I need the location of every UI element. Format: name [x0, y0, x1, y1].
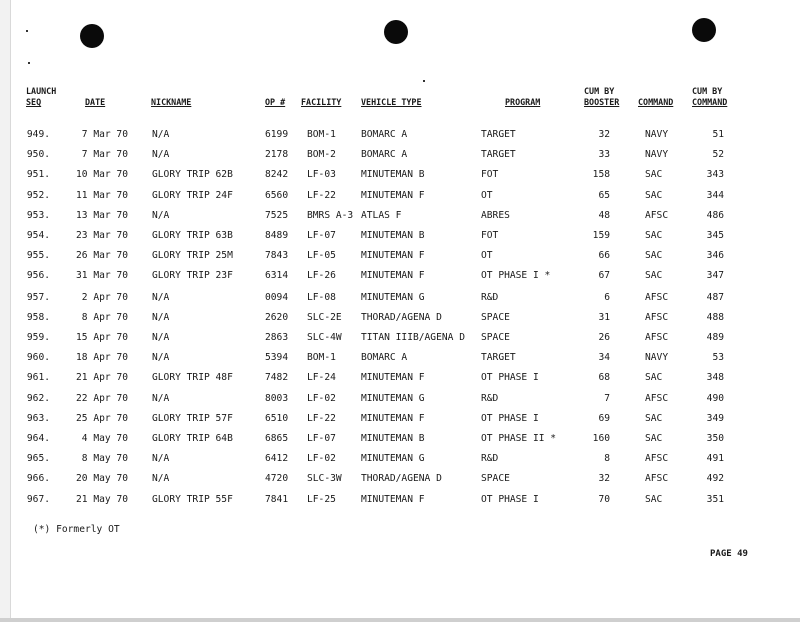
- cell-cum-command: 490: [706, 392, 724, 404]
- cell-command: SAC: [645, 372, 663, 384]
- table-row: [0, 190, 800, 206]
- cell-command: SAC: [645, 412, 663, 424]
- cell-vehicle: MINUTEMAN B: [361, 230, 425, 241]
- cell-command: AFSC: [645, 332, 669, 343]
- cell-cum-booster: 68: [598, 372, 610, 384]
- cell-vehicle: MINUTEMAN G: [361, 291, 425, 303]
- cell-cum-command: 486: [706, 209, 724, 221]
- cell-cum-command: 348: [706, 372, 724, 384]
- cell-nickname: N/A: [152, 129, 170, 140]
- header-facility: FACILITY: [301, 97, 342, 107]
- cell-facility: LF-22: [307, 189, 336, 201]
- cell-op: 7841: [265, 493, 289, 505]
- cell-vehicle: THORAD/AGENA D: [361, 473, 442, 485]
- cell-facility: BOM-2: [307, 149, 336, 161]
- table-row: [0, 332, 800, 348]
- cell-op: 0094: [265, 291, 289, 303]
- cell-vehicle: MINUTEMAN F: [361, 250, 425, 262]
- cell-facility: SLC-2E: [307, 311, 342, 323]
- cell-cum-booster: 70: [598, 493, 610, 505]
- cell-date: 2 Apr 70: [81, 291, 128, 303]
- cell-facility: LF-08: [307, 291, 336, 303]
- cell-date: 13 Mar 70: [76, 209, 128, 221]
- cell-date: 8 May 70: [81, 453, 128, 465]
- cell-op: 4720: [265, 473, 289, 485]
- table-row: [0, 433, 800, 449]
- cell-date: 18 Apr 70: [76, 352, 128, 364]
- table-row: [0, 352, 800, 368]
- table-row: [0, 453, 800, 469]
- cell-date: 4 May 70: [81, 433, 128, 444]
- table-row: [0, 494, 800, 510]
- cell-cum-booster: 158: [592, 169, 610, 181]
- cell-date: 7 Mar 70: [81, 129, 128, 140]
- header-vehicle-type: VEHICLE TYPE: [361, 97, 422, 107]
- cell-cum-command: 351: [706, 493, 724, 505]
- cell-program: R&D: [481, 392, 499, 404]
- cell-command: AFSC: [645, 392, 669, 404]
- cell-cum-booster: 26: [598, 332, 610, 343]
- header-nickname: NICKNAME: [151, 97, 192, 107]
- cell-op: 7482: [265, 372, 289, 384]
- cell-program: OT PHASE II *: [481, 433, 557, 444]
- cell-facility: LF-02: [307, 453, 336, 465]
- table-row: [0, 413, 800, 429]
- cell-command: SAC: [645, 433, 663, 444]
- cell-op: 8242: [265, 169, 289, 181]
- header-command: COMMAND: [638, 97, 674, 107]
- cell-vehicle: TITAN IIIB/AGENA D: [361, 332, 465, 343]
- cell-program: ABRES: [481, 209, 510, 221]
- scan-speck: [28, 62, 30, 64]
- cell-op: 6865: [265, 433, 289, 444]
- cell-command: SAC: [645, 270, 663, 282]
- page-bottom-edge: [0, 618, 800, 622]
- cell-program: OT PHASE I: [481, 372, 539, 384]
- cell-command: SAC: [645, 493, 663, 505]
- cell-date: 21 May 70: [76, 493, 128, 505]
- cell-program: OT: [481, 250, 493, 262]
- cell-op: 6314: [265, 270, 289, 282]
- cell-cum-booster: 8: [604, 453, 610, 465]
- cell-seq: 963.: [26, 412, 50, 424]
- scan-speck: [26, 30, 28, 32]
- header-date: DATE: [85, 97, 106, 107]
- cell-nickname: GLORY TRIP 55F: [152, 493, 233, 505]
- table-row: [0, 473, 800, 489]
- table-row: [0, 129, 800, 145]
- header-op: OP #: [265, 97, 286, 107]
- table-row: [0, 210, 800, 226]
- header-date-wrap: [74, 97, 119, 108]
- cell-op: 6412: [265, 453, 289, 465]
- cell-cum-booster: 160: [592, 433, 610, 444]
- cell-facility: LF-07: [307, 230, 336, 241]
- cell-seq: 955.: [26, 250, 50, 262]
- cell-cum-command: 492: [706, 473, 724, 485]
- cell-seq: 959.: [26, 332, 50, 343]
- cell-seq: 949.: [26, 129, 50, 140]
- cell-cum-booster: 32: [598, 473, 610, 485]
- cell-cum-command: 350: [706, 433, 724, 444]
- cell-program: FOT: [481, 169, 499, 181]
- cell-program: OT: [481, 189, 493, 201]
- cell-cum-command: 487: [706, 291, 724, 303]
- cell-facility: LF-22: [307, 412, 336, 424]
- cell-date: 21 Apr 70: [76, 372, 128, 384]
- cell-vehicle: MINUTEMAN F: [361, 493, 425, 505]
- cell-seq: 951.: [26, 169, 50, 181]
- cell-command: AFSC: [645, 453, 669, 465]
- cell-vehicle: MINUTEMAN F: [361, 412, 425, 424]
- table-row: [0, 250, 800, 266]
- cell-cum-booster: 34: [598, 352, 610, 364]
- cell-cum-command: 344: [706, 189, 724, 201]
- cell-date: 11 Mar 70: [76, 189, 128, 201]
- cell-date: 8 Apr 70: [81, 311, 128, 323]
- cell-vehicle: MINUTEMAN F: [361, 189, 425, 201]
- cell-nickname: GLORY TRIP 23F: [152, 270, 233, 282]
- cell-command: AFSC: [645, 473, 669, 485]
- cell-nickname: GLORY TRIP 25M: [152, 250, 233, 262]
- table-row: [0, 393, 800, 409]
- cell-op: 8489: [265, 230, 289, 241]
- cell-op: 2178: [265, 149, 289, 161]
- cell-nickname: N/A: [152, 392, 170, 404]
- cell-vehicle: MINUTEMAN B: [361, 169, 425, 181]
- cell-vehicle: MINUTEMAN G: [361, 392, 425, 404]
- cell-facility: BOM-1: [307, 129, 336, 140]
- cell-program: OT PHASE I: [481, 412, 539, 424]
- header-cum-command-1: CUM BY: [692, 86, 723, 96]
- cell-command: NAVY: [645, 129, 669, 140]
- cell-nickname: GLORY TRIP 63B: [152, 230, 233, 241]
- cell-facility: LF-03: [307, 169, 336, 181]
- cell-seq: 954.: [26, 230, 50, 241]
- header-launch-seq: [26, 86, 56, 108]
- cell-vehicle: BOMARC A: [361, 129, 408, 140]
- cell-cum-command: 343: [706, 169, 724, 181]
- cell-nickname: GLORY TRIP 62B: [152, 169, 233, 181]
- cell-nickname: N/A: [152, 209, 170, 221]
- cell-cum-command: 488: [706, 311, 724, 323]
- header-cum-booster-2: BOOSTER: [584, 97, 620, 107]
- table-row: [0, 169, 800, 185]
- cell-date: 26 Mar 70: [76, 250, 128, 262]
- cell-seq: 965.: [26, 453, 50, 465]
- cell-facility: LF-24: [307, 372, 336, 384]
- cell-seq: 952.: [26, 189, 50, 201]
- table-row: [0, 312, 800, 328]
- cell-seq: 957.: [26, 291, 50, 303]
- cell-facility: BOM-1: [307, 352, 336, 364]
- cell-nickname: N/A: [152, 473, 170, 485]
- header-cum-booster-1: CUM BY: [584, 86, 615, 96]
- header-launch: LAUNCH: [26, 86, 57, 96]
- cell-program: TARGET: [481, 129, 516, 140]
- cell-cum-booster: 159: [592, 230, 610, 241]
- cell-cum-command: 53: [712, 352, 724, 364]
- cell-program: SPACE: [481, 473, 510, 485]
- header-cum-command: [692, 86, 727, 108]
- cell-cum-command: 347: [706, 270, 724, 282]
- cell-date: 15 Apr 70: [76, 332, 128, 343]
- cell-date: 25 Apr 70: [76, 412, 128, 424]
- cell-nickname: N/A: [152, 352, 170, 364]
- footnote: (*) Formerly OT: [33, 524, 120, 535]
- table-row: [0, 270, 800, 286]
- cell-vehicle: MINUTEMAN B: [361, 433, 425, 444]
- cell-facility: LF-07: [307, 433, 336, 444]
- cell-program: FOT: [481, 230, 499, 241]
- cell-vehicle: BOMARC A: [361, 352, 408, 364]
- cell-cum-booster: 69: [598, 412, 610, 424]
- table-row: [0, 230, 800, 246]
- cell-seq: 950.: [26, 149, 50, 161]
- cell-op: 6199: [265, 129, 289, 140]
- cell-facility: LF-02: [307, 392, 336, 404]
- cell-date: 20 May 70: [76, 473, 128, 485]
- cell-nickname: N/A: [152, 291, 170, 303]
- cell-facility: LF-05: [307, 250, 336, 262]
- cell-nickname: GLORY TRIP 64B: [152, 433, 233, 444]
- cell-seq: 961.: [26, 372, 50, 384]
- cell-date: 31 Mar 70: [76, 270, 128, 282]
- header-cum-booster: [584, 86, 619, 108]
- cell-cum-command: 51: [712, 129, 724, 140]
- cell-command: AFSC: [645, 311, 669, 323]
- cell-nickname: N/A: [152, 311, 170, 323]
- cell-nickname: GLORY TRIP 24F: [152, 189, 233, 201]
- cell-command: NAVY: [645, 149, 669, 161]
- cell-op: 5394: [265, 352, 289, 364]
- cell-facility: SLC-3W: [307, 473, 342, 485]
- cell-seq: 962.: [26, 392, 50, 404]
- cell-op: 7525: [265, 209, 289, 221]
- cell-program: R&D: [481, 453, 499, 465]
- cell-seq: 967.: [26, 493, 50, 505]
- header-cum-command-2: COMMAND: [692, 97, 728, 107]
- cell-program: OT PHASE I: [481, 493, 539, 505]
- cell-facility: BMRS A-3: [307, 209, 354, 221]
- cell-cum-booster: 65: [598, 189, 610, 201]
- cell-op: 6560: [265, 189, 289, 201]
- cell-vehicle: THORAD/AGENA D: [361, 311, 442, 323]
- punch-hole-right: [692, 18, 716, 42]
- scan-speck: [423, 80, 425, 82]
- header-seq: SEQ: [26, 97, 42, 107]
- punch-hole-left: [80, 24, 104, 48]
- cell-program: R&D: [481, 291, 499, 303]
- cell-cum-booster: 48: [598, 209, 610, 221]
- table-row: [0, 292, 800, 308]
- cell-command: SAC: [645, 189, 663, 201]
- cell-program: TARGET: [481, 149, 516, 161]
- cell-date: 22 Apr 70: [76, 392, 128, 404]
- cell-cum-booster: 6: [604, 291, 610, 303]
- punch-hole-center: [384, 20, 408, 44]
- cell-program: SPACE: [481, 311, 510, 323]
- cell-seq: 958.: [26, 311, 50, 323]
- header-program-wrap: [480, 97, 540, 108]
- cell-op: 2620: [265, 311, 289, 323]
- cell-op: 2863: [265, 332, 289, 343]
- cell-op: 7843: [265, 250, 289, 262]
- cell-facility: SLC-4W: [307, 332, 342, 343]
- cell-cum-command: 489: [706, 332, 724, 343]
- cell-seq: 964.: [26, 433, 50, 444]
- cell-facility: LF-25: [307, 493, 336, 505]
- cell-program: OT PHASE I *: [481, 270, 551, 282]
- table-row: [0, 372, 800, 388]
- cell-cum-booster: 32: [598, 129, 610, 140]
- cell-nickname: GLORY TRIP 48F: [152, 372, 233, 384]
- cell-cum-booster: 33: [598, 149, 610, 161]
- cell-vehicle: BOMARC A: [361, 149, 408, 161]
- page-number: PAGE 49: [710, 549, 748, 559]
- cell-date: 7 Mar 70: [81, 149, 128, 161]
- cell-vehicle: MINUTEMAN F: [361, 270, 425, 282]
- cell-date: 23 Mar 70: [76, 230, 128, 241]
- cell-command: AFSC: [645, 291, 669, 303]
- cell-program: TARGET: [481, 352, 516, 364]
- cell-vehicle: MINUTEMAN F: [361, 372, 425, 384]
- cell-nickname: N/A: [152, 332, 170, 343]
- cell-nickname: N/A: [152, 149, 170, 161]
- cell-op: 6510: [265, 412, 289, 424]
- cell-cum-booster: 67: [598, 270, 610, 282]
- cell-program: SPACE: [481, 332, 510, 343]
- cell-cum-booster: 31: [598, 311, 610, 323]
- cell-cum-booster: 7: [604, 392, 610, 404]
- cell-cum-command: 345: [706, 230, 724, 241]
- cell-command: SAC: [645, 230, 663, 241]
- cell-seq: 960.: [26, 352, 50, 364]
- cell-vehicle: ATLAS F: [361, 209, 402, 221]
- cell-date: 10 Mar 70: [76, 169, 128, 181]
- cell-seq: 956.: [26, 270, 50, 282]
- cell-nickname: GLORY TRIP 57F: [152, 412, 233, 424]
- cell-cum-command: 52: [712, 149, 724, 161]
- table-row: [0, 149, 800, 165]
- cell-command: SAC: [645, 169, 663, 181]
- cell-seq: 966.: [26, 473, 50, 485]
- cell-command: SAC: [645, 250, 663, 262]
- cell-cum-booster: 66: [598, 250, 610, 262]
- cell-vehicle: MINUTEMAN G: [361, 453, 425, 465]
- cell-command: NAVY: [645, 352, 669, 364]
- cell-cum-command: 349: [706, 412, 724, 424]
- header-program: PROGRAM: [505, 97, 541, 107]
- cell-nickname: N/A: [152, 453, 170, 465]
- cell-facility: LF-26: [307, 270, 336, 282]
- cell-seq: 953.: [26, 209, 50, 221]
- cell-op: 8003: [265, 392, 289, 404]
- cell-cum-command: 346: [706, 250, 724, 262]
- cell-command: AFSC: [645, 209, 669, 221]
- cell-cum-command: 491: [706, 453, 724, 465]
